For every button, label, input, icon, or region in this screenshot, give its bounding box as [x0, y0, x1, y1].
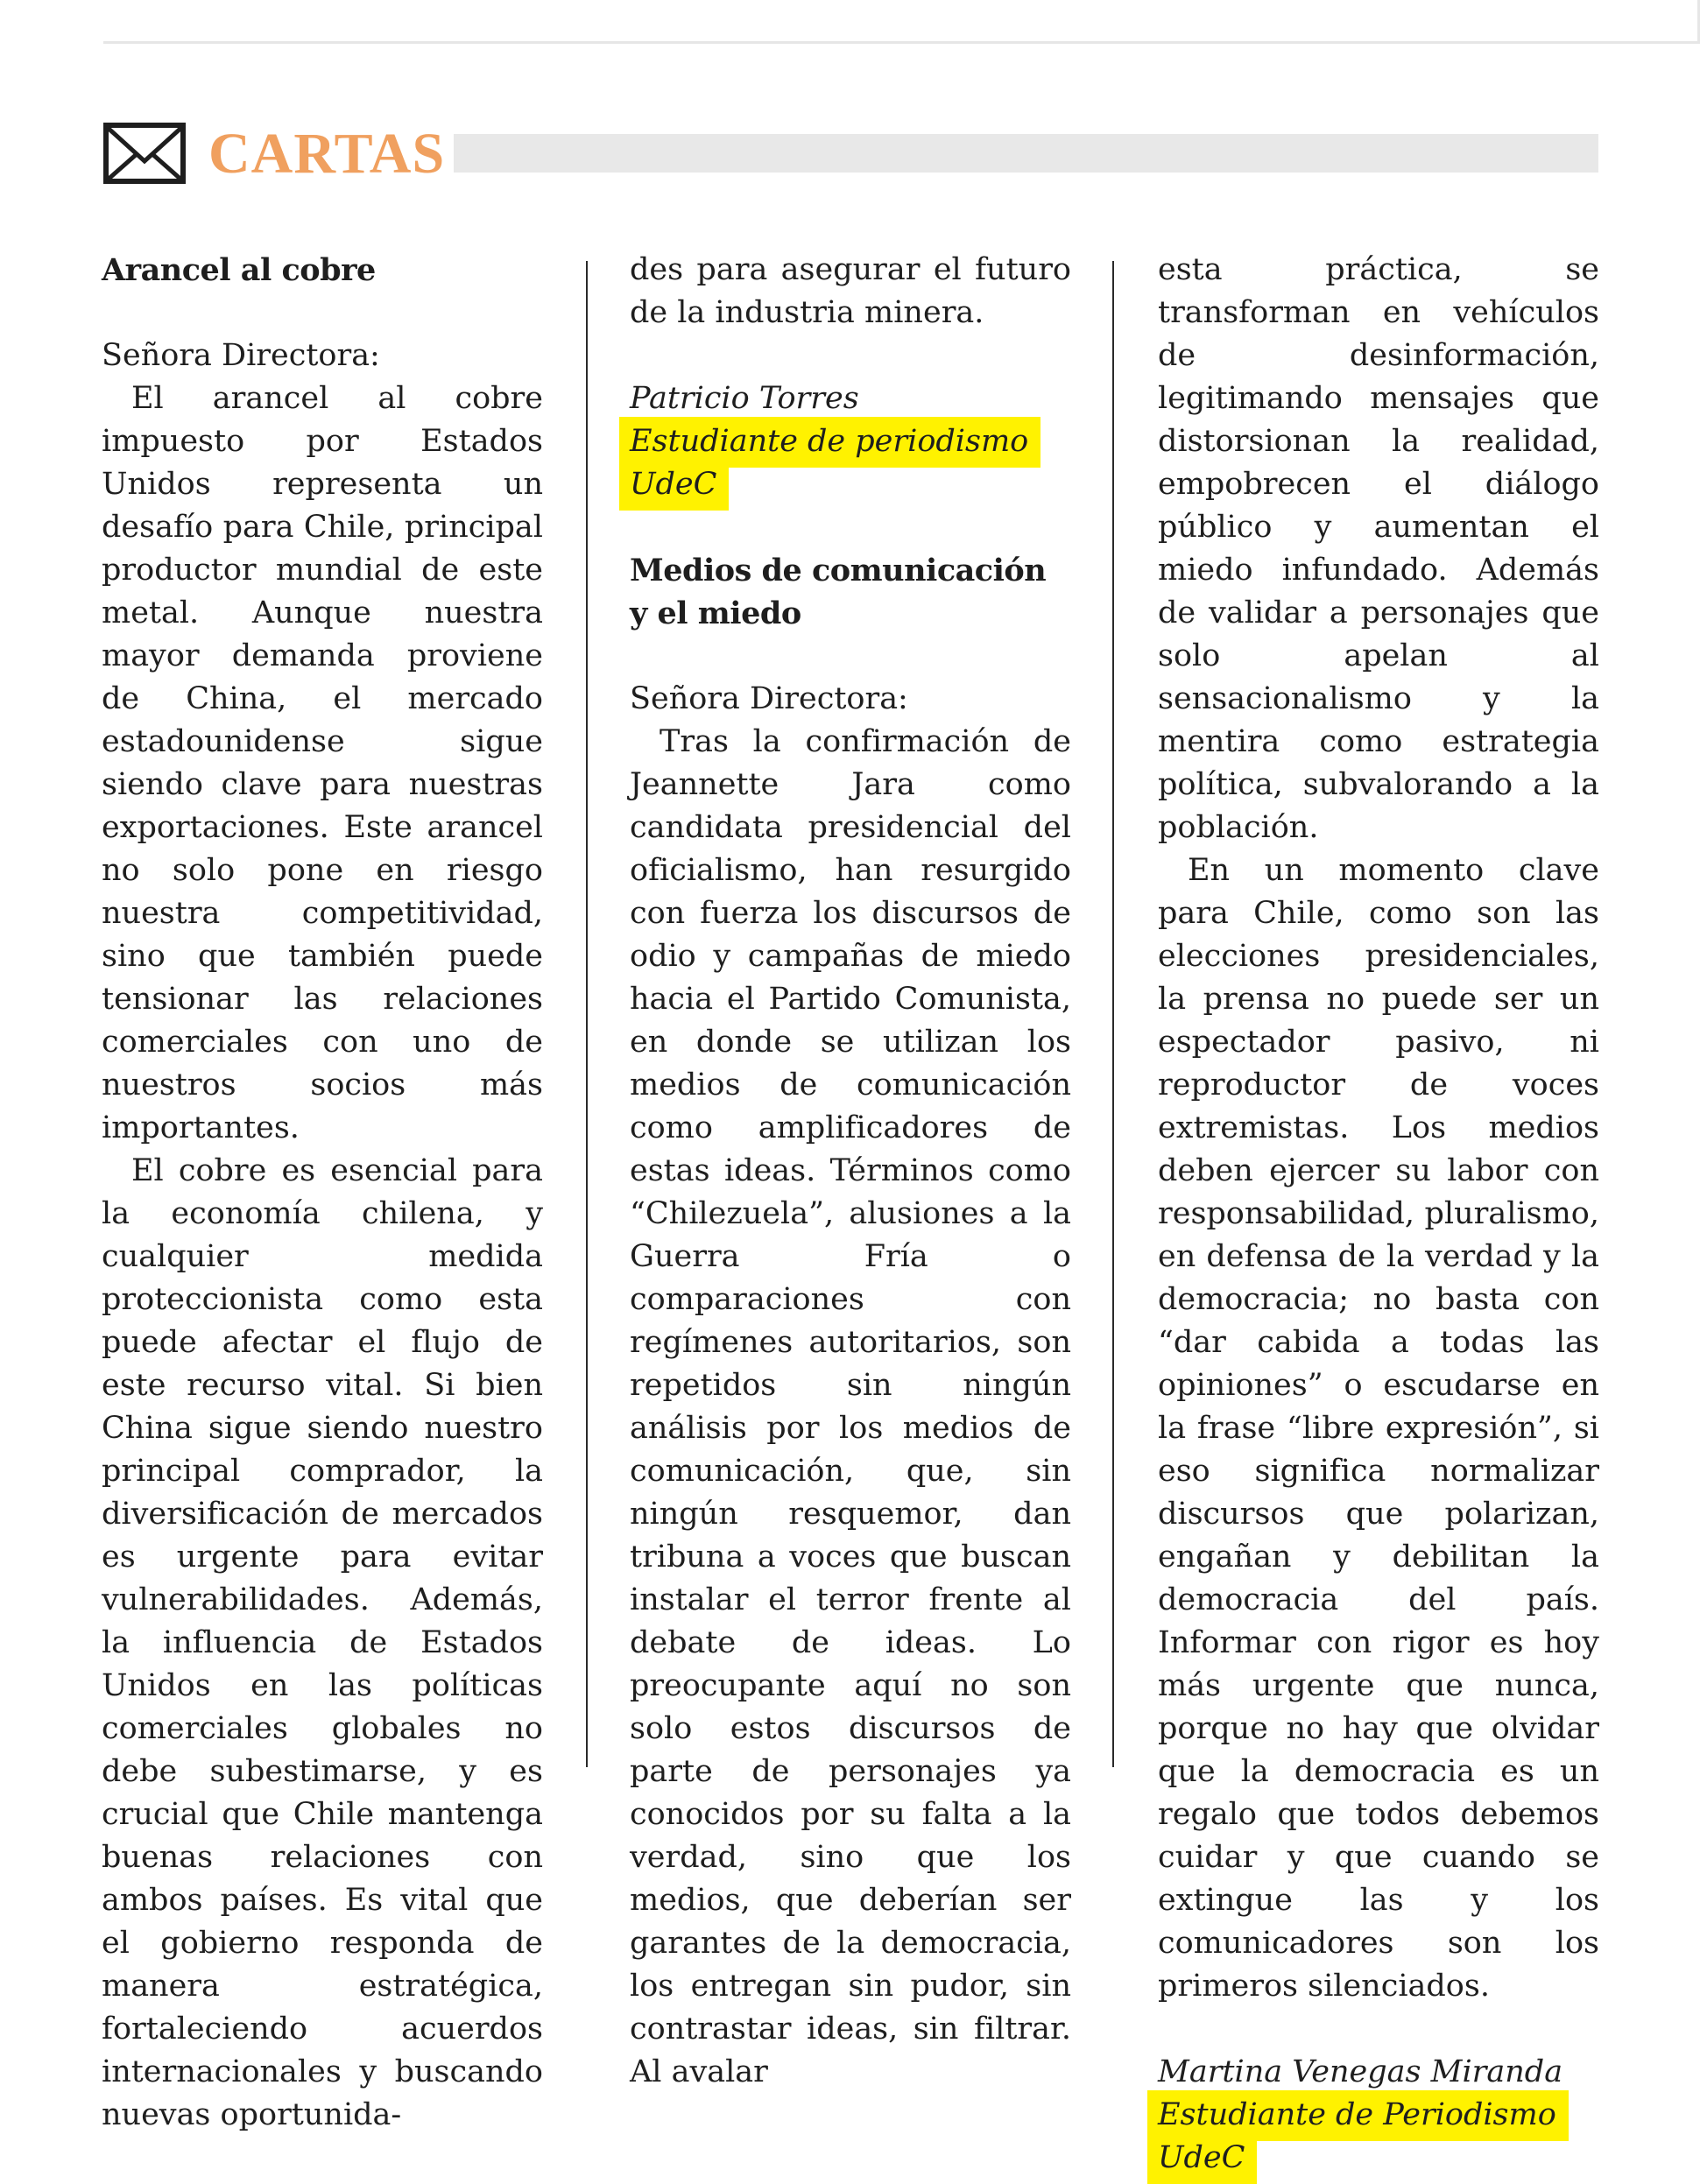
letter-paragraph-continuation: des para asegurar el futuro de la industria minera.	[630, 252, 1071, 330]
signature-name: Patricio Torres	[630, 381, 859, 416]
column-2	[630, 249, 1071, 2094]
letter-paragraph-continuation: esta práctica, se transforman en vehículos de desinformación, legitimando mensajes que distorsionan la realidad, empobrecen el diálogo público y aumentan el miedo infundado. Además de validar a personajes que solo apelan al sensacionalismo y la mentira como estrategia política, subvalorando a la población.	[1158, 252, 1599, 845]
signature-role-highlight: Estudiante de periodismo UdeC	[619, 417, 1040, 511]
letter-paragraph: Tras la confirmación de Jeannette Jara como candidata presidencial del oficialismo, han resurgido con fuerza los discursos de odio y campañas de miedo hacia el Partido Comunista, en donde se utilizan los medios de comunicación como amplificadores de estas ideas. Términos como “Chilezuela”, alusiones a la Guerra Fría o comparaciones con regímenes autoritarios, son repetidos sin ningún análisis por los medios de comunicación, que, sin ningún resquemor, dan tribuna a voces que buscan instalar el terror frente al debate de ideas. Lo preocupante aquí no son solo estos discursos de parte de personajes ya conocidos por su falta a la verdad, sino que los medios, que deberían ser garantes de la democracia, los entregan sin pudor, sin contrastar ideas, sin filtrar. Al avalar	[630, 724, 1071, 2089]
title-bar	[454, 134, 1598, 173]
signature-name: Martina Venegas Miranda	[1158, 2054, 1563, 2089]
salutation: Señora Directora:	[102, 338, 380, 373]
column-1	[102, 249, 543, 2137]
column-divider	[586, 261, 588, 1767]
letter-paragraph: El arancel al cobre impuesto por Estados Unidos representa un desafío para Chile, principal productor mundial de este metal. Aunque nuestra mayor demanda proviene de China, el mercado estadounidense sigue siendo clave para nuestras exportaciones. Este arancel no solo pone en riesgo nuestra competitividad, sino que también puede tensionar las relaciones comerciales con uno de nuestros socios más importantes.	[102, 381, 543, 1145]
section-title: CARTAS	[208, 122, 446, 186]
letter-paragraph: En un momento clave para Chile, como son las elecciones presidenciales, la prensa no puede ser un espectador pasivo, ni reproductor de voces extremistas. Los medios deben ejercer su labor con responsabilidad, pluralismo, en defensa de la verdad y la democracia; no basta con “dar cabida a todas las opiniones” o escudarse en la frase “libre expresión”, si eso significa normalizar discursos que polarizan, engañan y debilitan la democracia del país. Informar con rigor es hoy más urgente que nunca, porque no hay que olvidar que la democracia es un regalo que todos debemos cuidar y que cuando se extingue las y los comunicadores son los primeros silenciados.	[1158, 853, 1599, 2004]
letter-title-line2: y el miedo	[630, 595, 801, 631]
salutation: Señora Directora:	[630, 681, 908, 716]
letter-paragraph: El cobre es esencial para la economía chilena, y cualquier medida proteccionista como esta puede afectar el flujo de este recurso vital. Si bien China sigue siendo nuestro principal comprador, la diversificación de mercados es urgente para evitar vulnerabilidades. Además, la influencia de Estados Unidos en las políticas comerciales globales no debe subestimarse, y es crucial que Chile mantenga buenas relaciones con ambos países. Es vital que el gobierno responda de manera estratégica, fortaleciendo acuerdos internacionales y buscando nuevas oportunida-	[102, 1153, 543, 2132]
section-header	[103, 121, 1597, 187]
letter-title-line1: Medios de comunicación	[630, 553, 1047, 588]
column-divider	[1112, 261, 1114, 1767]
column-3	[1158, 249, 1599, 2180]
signature-role-highlight: Estudiante de Periodismo UdeC	[1147, 2090, 1569, 2184]
envelope-icon	[103, 123, 186, 184]
letter-title: Arancel al cobre	[102, 252, 376, 288]
top-rule	[103, 41, 1700, 44]
